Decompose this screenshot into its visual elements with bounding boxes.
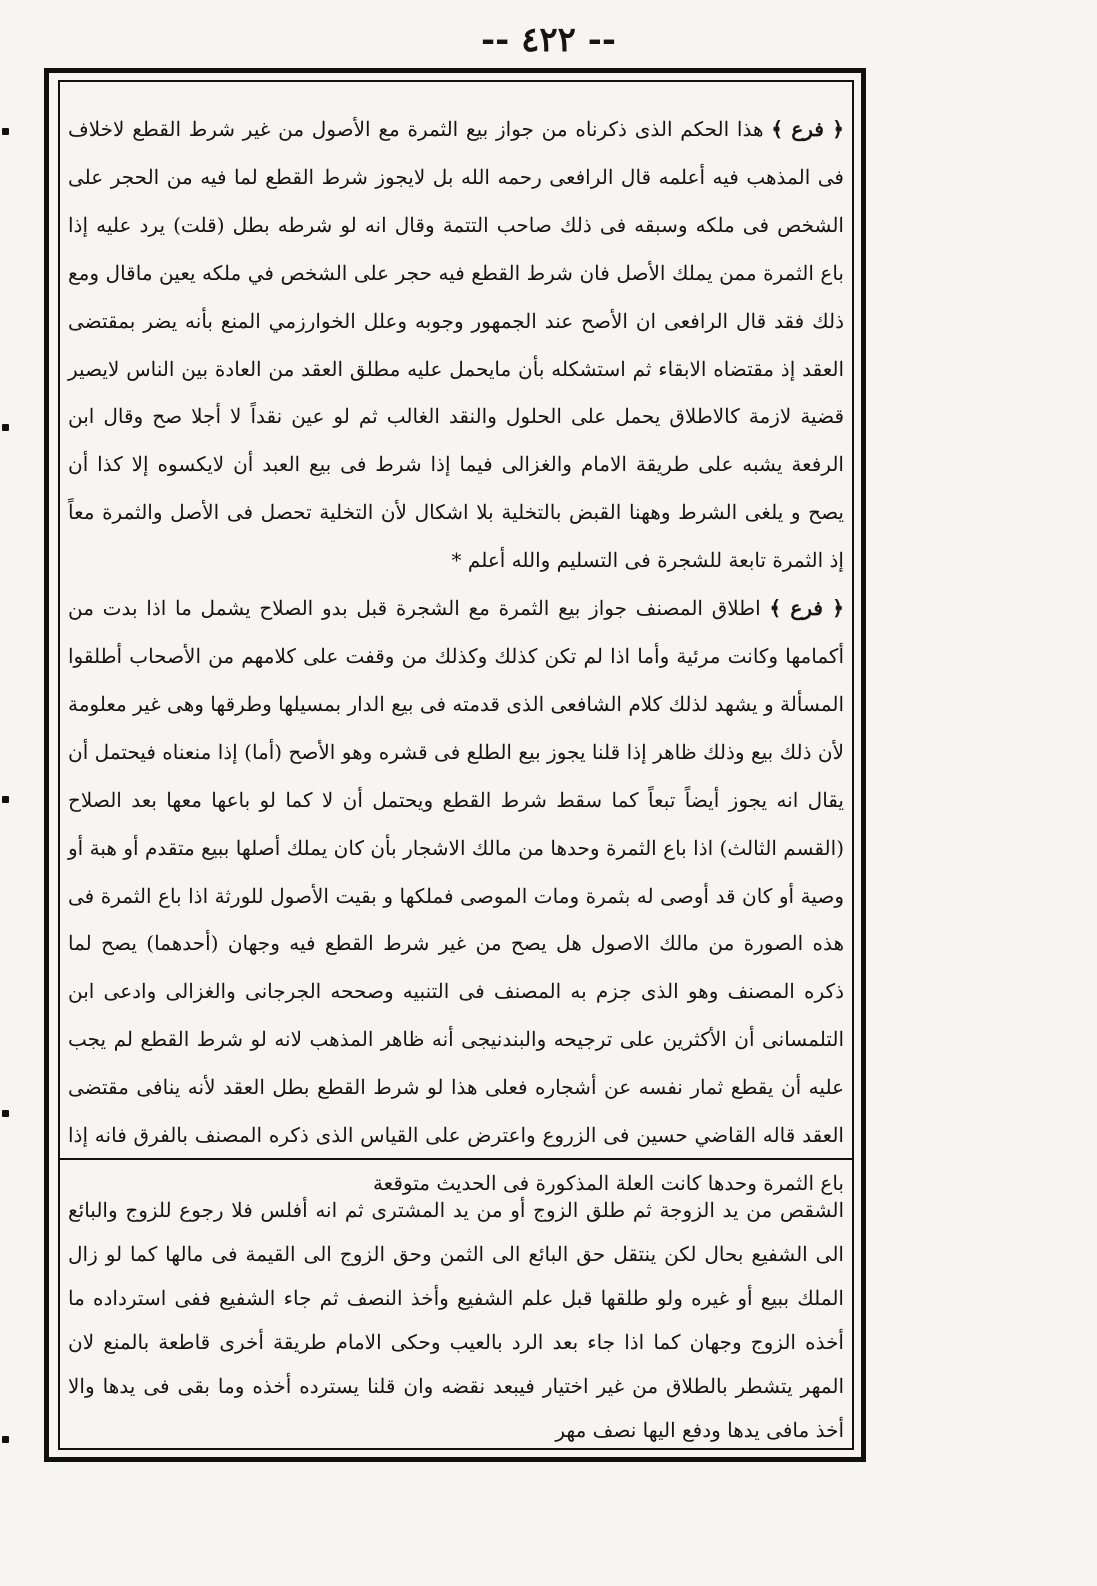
paragraph-text: هذا الحكم الذى ذكرناه من جواز بيع الثمرة مع الأصول من غير شرط القطع لاخلاف فى المذهب فيه أعلمه قال الرافعى رحمه الله بل لايجوز شرط القطع لما فيه من الحجر على الشخص فى ملكه وسبقه فى ذلك صاحب التتمة وقال انه لو شرطه بطل (قلت) يرد عليه إذا باع الثمرة ممن يملك الأصل فان شرط القطع فيه حجر على الشخص في ملكه يعين ماقال ومع ذلك فقد قال الرافعى ان الأصح عند الجمهور وجوبه وعلل الخوارزمي المنع بأنه يضر بمقتضى العقد إذ مقتضاه الابقاء ثم استشكله بأن مايحمل عليه مطلق العقد من العادة بين الناس لايصير قضية لازمة كالاطلاق يحمل على الحلول والنقد الغالب ثم لو عين نقداً لا أجلا صح وقال ابن الرفعة يشبه على طريقة الامام والغزالى فيما إذا شرط فى بيع العبد أن لايكسوه إلا كذا أن يصح و يلغى الشرط وههنا القبض بالتخلية بلا اشكال لأن التخلية تحصل فى الأصل والثمرة معاً إذ الثمرة تابعة للشجرة فى التسليم والله أعلم *	[68, 117, 844, 573]
main-text-block	[68, 106, 845, 1195]
margin-mark	[2, 1110, 9, 1117]
margin-mark	[2, 1436, 9, 1443]
footnote-paragraph: الشقص من يد الزوجة ثم طلق الزوج أو من يد المشترى ثم انه أفلس فلا رجوع للزوج والبائع الى الشفيع بحال لكن ينتقل حق البائع الى الثمن وحق الزوج الى القيمة فى مالها كما لو زال الملك ببيع أو غيره ولو طلقها قبل علم الشفيع وأخذ النصف ثم جاء الشفيع ففى استرداده ما أخذه الزوج وجهان كما اذا جاء بعد الرد بالعيب وحكى الامام طريقة أخرى قاطعة بالمنع لان المهر يتشطر بالطلاق من غير اختيار فيبعد نقضه وان قلنا يسترده أخذه وما بقى فى يدها والا أخذ مافى يدها ودفع اليها نصف مهر	[68, 1198, 844, 1442]
margin-mark	[2, 796, 9, 803]
margin-mark	[2, 424, 9, 431]
margin-mark	[2, 128, 9, 135]
section-heading: ﴿ فرع ﴾	[771, 117, 844, 141]
paragraph-2	[68, 585, 844, 1208]
paragraph-text: اطلاق المصنف جواز بيع الثمرة مع الشجرة قبل بدو الصلاح يشمل ما اذا بدت من أكمامها وكانت مرئية وأما اذا لم تكن كذلك وكذلك من وقفت على كلامهم من الأصحاب أطلقوا المسألة و يشهد لذلك كلام الشافعى الذى قدمته فى بيع الدار بمسيلها وطرقها وهى غير معلومة لأن ذلك بيع وذلك ظاهر إذا قلنا يجوز بيع الطلع فى قشره وهو الأصح (أما) إذا منعناه فيحتمل أن يقال انه يجوز أيضاً تبعاً كما سقط شرط القطع ويحتمل أن لا كما لو باعها معها بعد الصلاح (القسم الثالث) اذا باع الثمرة وحدها من مالك الاشجار بأن كان يملك أصلها ببيع متقدم أو هبة أو وصية أو كان قد أوصى له بثمرة ومات الموصى فملكها و بقيت الأصول للورثة اذا باع الثمرة فى هذه الصورة من مالك الاصول هل يصح من غير شرط القطع فيه وجهان (أحدهما) يصح لما ذكره المصنف وهو الذى جزم به المصنف فى التنبيه وصححه الجرجانى والغزالى وادعى ابن التلمسانى أن الأكثرين على ترجيحه والبندنيجى أنه ظاهر المذهب لانه لو شرط القطع لم يجب عليه أن يقطع ثمار نفسه عن أشجاره فعلى هذا لو شرط القطع بطل العقد لأنه ينافى مقتضى العقد قاله القاضي حسين فى الزروع واعترض على القياس الذى ذكره المصنف بالفرق فانه إذا باع الثمرة وحدها كانت العلة المذكورة فى الحديث متوقعة	[68, 596, 844, 1195]
paragraph-1	[68, 106, 844, 585]
section-heading: ﴿ فرع ﴾	[769, 596, 845, 621]
footnote-separator	[58, 1158, 854, 1160]
footnote-block	[68, 1188, 844, 1442]
page-number: -- ٤٢٢ --	[481, 20, 616, 60]
